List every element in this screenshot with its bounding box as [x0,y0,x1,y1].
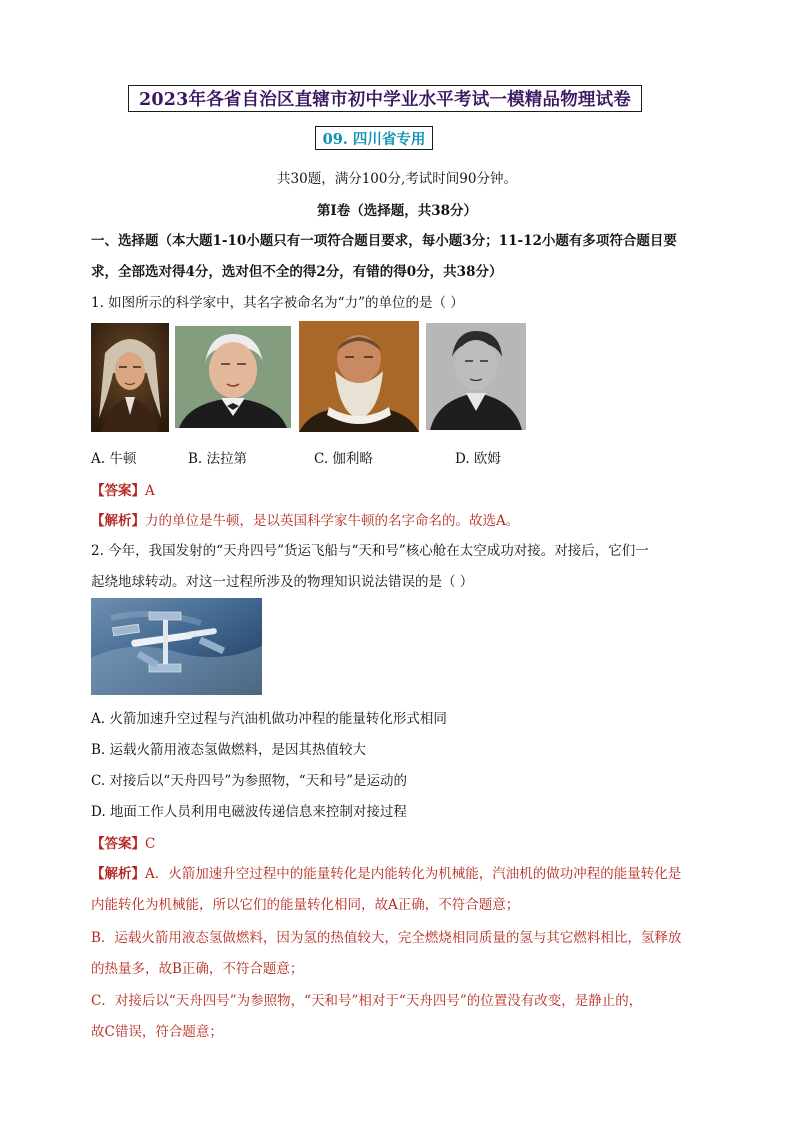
volume-heading: 第I卷（选择题，共38分） [316,203,478,219]
q2-analysis-line5: C．对接后以“天舟四号”为参照物，“天和号”相对于“天舟四号”的位置没有改变，是静止的， [91,993,643,1009]
exam-info: 共30题，满分100分,考试时间90分钟。 [277,171,517,187]
answer-tag: 【答案】 [91,483,145,499]
analysis-tag: 【解析】 [91,513,145,529]
q2-option-a: A. 火箭加速升空过程与汽油机做功冲程的能量转化形式相同 [91,711,447,727]
section-instructions-line2: 求，全部选对得4分，选对但不全的得2分，有错的得0分，共38分） [91,264,503,280]
q2-analysis-line6: 故C错误，符合题意； [91,1024,223,1040]
q2-answer [91,832,155,852]
q2-stem-line2: 起绕地球转动。对这一过程所涉及的物理知识说法错误的是（ ） [91,574,474,590]
portrait-faraday-image [175,326,291,428]
q1-option-c: C. 伽利略 [314,451,373,467]
q1-option-a: A. 牛顿 [91,451,137,467]
answer-tag: 【答案】 [91,836,145,852]
section-instructions-line1: 一、选择题（本大题1-10小题只有一项符合题目要求，每小题3分；11-12小题有多项符合题目要 [91,233,677,249]
portrait-galileo-image [299,321,419,432]
answer-value: A [145,483,155,499]
q2-analysis-line1 [91,862,681,882]
q2-option-d: D. 地面工作人员利用电磁波传递信息来控制对接过程 [91,804,407,820]
page-title: 2023年各省自治区直辖市初中学业水平考试一模精品物理试卷 [128,85,642,112]
analysis-text: A．火箭加速升空过程中的能量转化是内能转化为机械能，汽油机的做功冲程的能量转化是 [145,866,682,882]
answer-value: C [145,836,156,852]
portrait-ohm-image [426,323,526,430]
q1-stem: 1. 如图所示的科学家中，其名字被命名为“力”的单位的是（ ） [91,295,464,311]
q2-analysis-line2: 内能转化为机械能，所以它们的能量转化相同，故A正确，不符合题意； [91,897,520,913]
q1-option-d: D. 欧姆 [455,451,501,467]
q1-analysis [91,509,519,529]
q2-stem-line1: 2. 今年，我国发射的“天舟四号”货运飞船与“天和号”核心舱在太空成功对接。对接后，它们一 [91,543,649,559]
q2-analysis-line3: B．运载火箭用液态氢做燃料，因为氢的热值较大，完全燃烧相同质量的氢与其它燃料相比，氢释放 [91,930,682,946]
q1-answer [91,479,155,499]
q2-option-c: C. 对接后以“天舟四号”为参照物，“天和号”是运动的 [91,773,408,789]
analysis-tag: 【解析】 [91,866,145,882]
q2-option-b: B. 运载火箭用液态氢做燃料，是因其热值较大 [91,742,367,758]
portrait-newton-image [91,323,169,432]
analysis-text: 力的单位是牛顿，是以英国科学家牛顿的名字命名的。故选A。 [145,513,520,529]
q1-option-b: B. 法拉第 [188,451,248,467]
q2-analysis-line4: 的热量多，故B正确，不符合题意； [91,961,304,977]
page-subtitle: 09. 四川省专用 [315,126,433,150]
space-station-image [91,598,262,695]
